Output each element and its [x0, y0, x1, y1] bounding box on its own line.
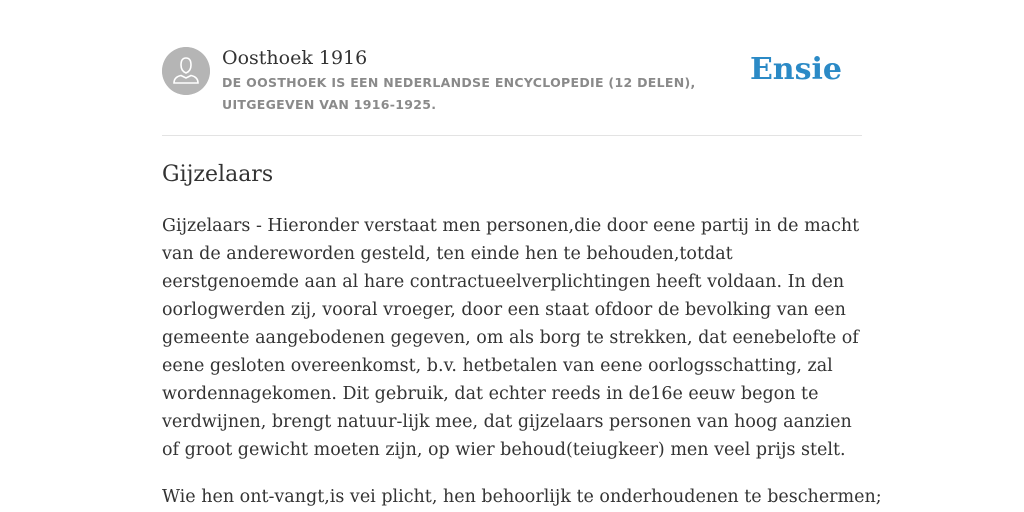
ensie-logo[interactable]: Ensie [749, 52, 842, 87]
source-header [162, 46, 862, 136]
page-container [162, 46, 882, 511]
article-title: Gijzelaars [162, 162, 274, 187]
source-description: DE OOSTHOEK IS EEN NEDERLANDSE ENCYCLOPEDIE (12 DELEN), UITGEGEVEN VAN 1916-1925. [222, 75, 696, 112]
article-body [162, 212, 882, 511]
user-icon[interactable] [162, 47, 210, 95]
article-paragraph: Wie hen ont-vangt,is vei plicht, hen behoorlijk te onderhoudenen te beschermen; [162, 487, 882, 507]
article-paragraph: Gijzelaars - Hieronder verstaat men personen,die door eene partij in de macht van de andereworden gesteld, ten einde hen te behouden,totdat eerstgenoemde aan al hare contractueelverplichtingen heeft voldaan. In den oorlogwerden zij, vooral vroeger, door een staat ofdoor de bevolking van een gemeente aangebodenen gegeven, om als borg te strekken, dat eenebelofte of eene gesloten overeenkomst, b.v. hetbetalen van eene oorlogsschatting, zal wordennagekomen. Dit gebruik, dat echter reeds in de16e eeuw begon te verdwijnen, brengt natuur-lijk mee, dat gijzelaars personen van hoog aanzien of groot gewicht moeten zijn, op wier behoud(teiugkeer) men veel prijs stelt. [162, 216, 860, 460]
source-title[interactable]: Oosthoek 1916 [222, 47, 368, 69]
